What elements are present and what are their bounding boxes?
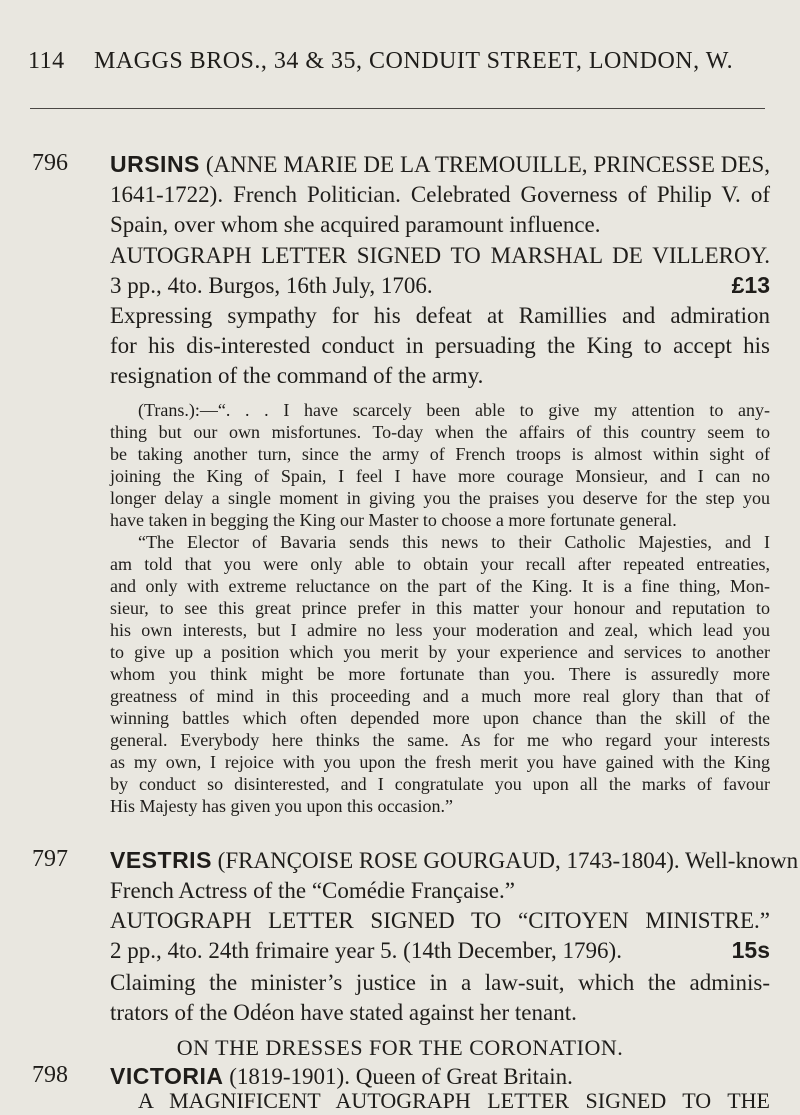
quote-line: joining the King of Spain, I feel I have more courage Monsieur, and I can no xyxy=(110,466,770,486)
quote-line: his own interests, but I admire no less your moderation and zeal, which lead you xyxy=(110,620,770,640)
description-line: for his dis-interested conduct in persuading the King to accept his xyxy=(110,333,770,358)
quote-line: and only with extreme reluctance on the part of the King. It is a fine thing, Mon- xyxy=(110,576,770,596)
quote-line: sieur, to see this great prince prefer in this matter your honour and reputation to xyxy=(110,598,770,618)
header-title: MAGGS BROS., 34 & 35, CONDUIT STREET, LONDON, W. xyxy=(94,48,734,74)
entry-line: Spain, over whom she acquired paramount influence. xyxy=(110,212,601,237)
description-line: Claiming the minister’s justice in a law-suit, which the adminis- xyxy=(110,970,770,995)
price: £13 xyxy=(731,272,770,298)
quote-line: am told that you were only able to obtain your recall after repeated entreaties, xyxy=(110,554,770,574)
entry-heading-rest: (1819-1901). Queen of Great Britain. xyxy=(229,1064,573,1089)
entry-line: A MAGNIFICENT AUTOGRAPH LETTER SIGNED TO THE xyxy=(138,1088,770,1113)
entry-line: French Actress of the “Comédie Française.” xyxy=(110,878,515,903)
quote-line: be taking another turn, since the army of French troops is almost within sight of xyxy=(110,444,770,464)
quote-line: (Trans.):—“. . . I have scarcely been able to give my attention to any- xyxy=(138,400,770,420)
entry-line: 2 pp., 4to. 24th frimaire year 5. (14th December, 1796). xyxy=(110,938,622,963)
header-rule xyxy=(30,108,765,109)
entry-heading-rest: (ANNE MARIE DE LA TREMOUILLE, PRINCESSE DES, xyxy=(205,152,771,177)
description-line: Expressing sympathy for his defeat at Ramillies and admiration xyxy=(110,303,770,328)
entry-line: AUTOGRAPH LETTER SIGNED TO MARSHAL DE VILLEROY. xyxy=(110,243,770,268)
lot-number: 797 xyxy=(32,846,68,872)
entry-name: VESTRIS xyxy=(110,847,212,873)
entry-name: VICTORIA xyxy=(110,1063,224,1089)
section-subheading: ON THE DRESSES FOR THE CORONATION. xyxy=(176,1035,624,1060)
quote-line: have taken in begging the King our Master to choose a more fortunate general. xyxy=(110,510,677,530)
quote-line: general. Everybody here thinks the same. As for me who regard your interests xyxy=(110,730,770,750)
description-line: resignation of the command of the army. xyxy=(110,363,484,388)
quote-line: whom you think might be more fortunate than you. There is assuredly more xyxy=(110,664,770,684)
quote-line: His Majesty has given you upon this occasion.” xyxy=(110,796,453,816)
entry-line: 1641-1722). French Politician. Celebrated Governess of Philip V. of xyxy=(110,182,770,207)
quote-line: thing but our own misfortunes. To-day when the affairs of this country seem to xyxy=(110,422,770,442)
quote-line: “The Elector of Bavaria sends this news to their Catholic Majesties, and I xyxy=(138,532,770,552)
entry-name: URSINS xyxy=(110,151,200,177)
entry-line-with-price xyxy=(110,936,770,965)
entry-line: 3 pp., 4to. Burgos, 16th July, 1706. xyxy=(110,273,433,298)
entry-heading xyxy=(110,150,770,179)
page-header xyxy=(28,48,768,75)
quote-line: by conduct so disinterested, and I congratulate you upon all the marks of favour xyxy=(110,774,770,794)
lot-number: 798 xyxy=(32,1062,68,1088)
quote-line: to give up a position which you merit by your experience and services to another xyxy=(110,642,770,662)
page-number: 114 xyxy=(28,48,65,74)
description-line: trators of the Odéon have stated against her tenant. xyxy=(110,1000,577,1025)
quote-line: greatness of mind in this proceeding and a much more real glory than that of xyxy=(110,686,770,706)
quote-line: as my own, I rejoice with you upon the fresh merit you have gained with the King xyxy=(110,752,770,772)
entry-heading-rest: (FRANÇOISE ROSE GOURGAUD, 1743-1804). Well-known xyxy=(217,848,799,873)
quote-line: winning battles which often depended more upon chance than the skill of the xyxy=(110,708,770,728)
entry-heading xyxy=(110,846,799,875)
quote-line: longer delay a single moment in giving you the praises you deserve for the step you xyxy=(110,488,770,508)
lot-number: 796 xyxy=(32,150,68,176)
entry-line-with-price xyxy=(110,271,770,300)
entry-line: AUTOGRAPH LETTER SIGNED TO “CITOYEN MINISTRE.” xyxy=(110,908,770,933)
price: 15s xyxy=(731,937,770,963)
